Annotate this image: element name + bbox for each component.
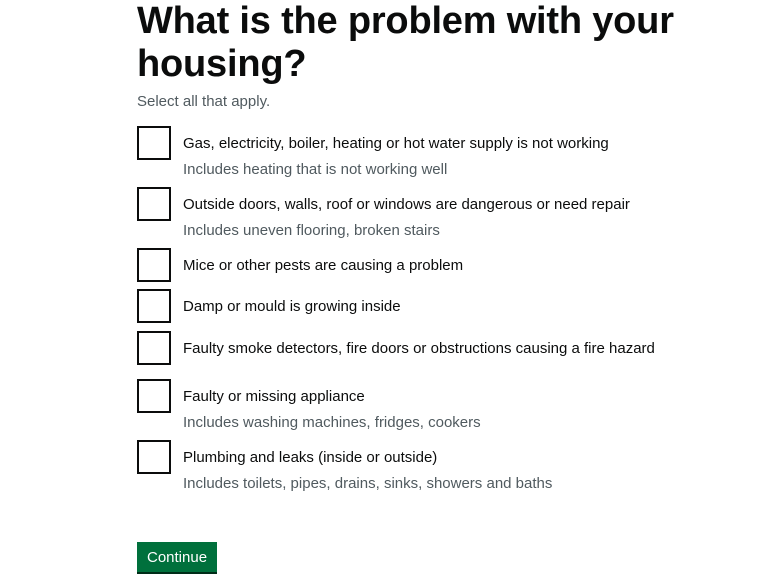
option-label[interactable]: Faulty or missing appliance [183,388,365,405]
checkbox-appliance[interactable] [137,379,171,413]
option-label[interactable]: Mice or other pests are causing a problem [183,257,464,274]
checkbox-pests[interactable] [137,248,171,282]
option-label[interactable]: Gas, electricity, boiler, heating or hot water supply is not working [183,135,609,152]
checkbox-fire-hazard[interactable] [137,331,171,365]
question-hint: Select all that apply. [137,93,271,110]
checkbox-plumbing[interactable] [137,440,171,474]
option-damp [137,289,697,323]
option-hint: Includes uneven flooring, broken stairs [183,222,440,239]
checkbox-group [137,126,697,494]
checkbox-damp[interactable] [137,289,171,323]
page-title: What is the problem with your housing? [137,0,674,85]
form-content [137,0,697,494]
option-plumbing [137,440,697,494]
checkbox-heating[interactable] [137,126,171,160]
option-hint: Includes washing machines, fridges, cookers [183,414,481,431]
continue-button[interactable]: Continue [137,542,217,574]
option-label[interactable]: Faulty smoke detectors, fire doors or obstructions causing a fire hazard [183,340,655,357]
option-appliance [137,379,697,433]
checkbox-doors-walls[interactable] [137,187,171,221]
option-doors-walls [137,187,697,241]
option-label[interactable]: Damp or mould is growing inside [183,298,401,315]
option-heating [137,126,697,180]
option-pests [137,248,697,282]
option-fire-hazard [137,331,697,365]
option-label[interactable]: Outside doors, walls, roof or windows are dangerous or need repair [183,196,630,213]
option-hint: Includes toilets, pipes, drains, sinks, showers and baths [183,475,553,492]
option-label[interactable]: Plumbing and leaks (inside or outside) [183,449,438,466]
option-hint: Includes heating that is not working well [183,161,448,178]
